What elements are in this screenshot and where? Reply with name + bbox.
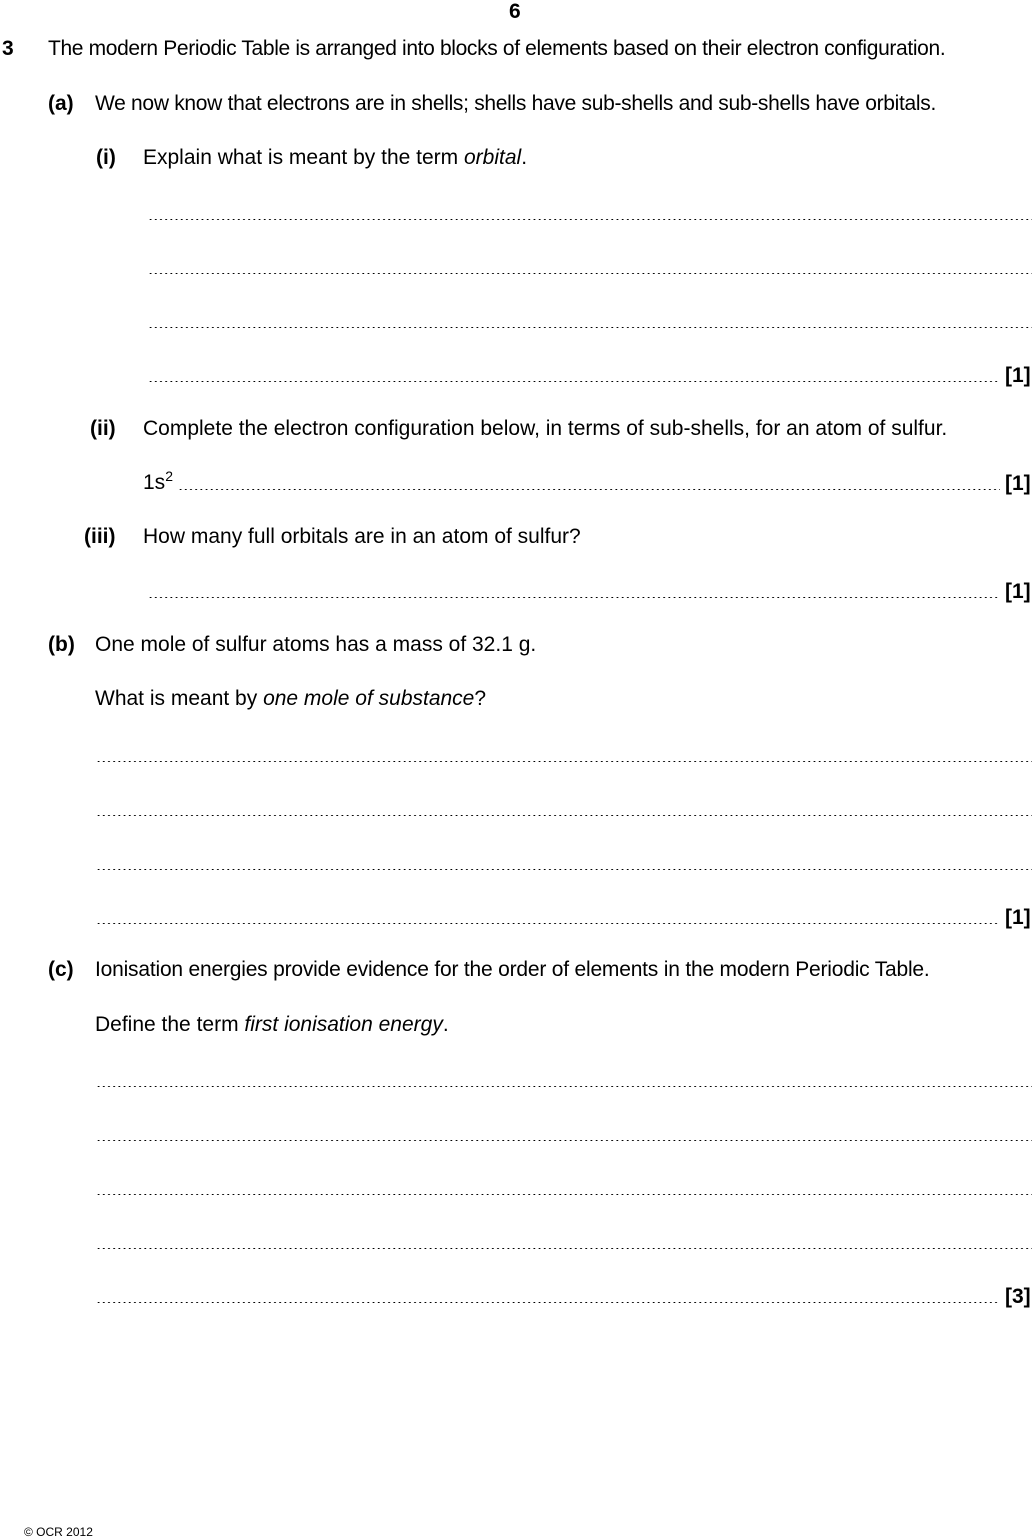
answer-line-a-i-1[interactable] (148, 208, 1032, 220)
answer-line-b-3[interactable] (96, 858, 1032, 870)
answer-line-a-i-3[interactable] (148, 316, 1032, 328)
part-a-i-term: orbital (463, 146, 522, 169)
part-b-label: (b) (48, 633, 75, 656)
part-b-question (95, 687, 486, 711)
part-a-i-text: Explain what is meant by the term (143, 146, 464, 169)
question-number: 3 (2, 37, 14, 60)
mark-b: [1] (1005, 906, 1031, 929)
answer-line-b-1[interactable] (96, 750, 1032, 762)
answer-line-a-i-4[interactable] (148, 370, 1000, 382)
mark-a-ii: [1] (1005, 472, 1031, 495)
part-b-punct: ? (474, 687, 487, 710)
part-a-i-question (143, 146, 527, 170)
part-a-iii-text: How many full orbitals are in an atom of sulfur? (143, 525, 581, 548)
question-stem: The modern Periodic Table is arranged into blocks of elements based on their electron configuration. (48, 37, 946, 60)
part-a-ii-label: (ii) (90, 417, 116, 440)
mark-a-i: [1] (1005, 364, 1031, 387)
part-c-punct: . (442, 1013, 449, 1036)
answer-line-c-5[interactable] (96, 1291, 1000, 1303)
part-c-question (95, 1013, 449, 1037)
mark-c: [3] (1005, 1285, 1031, 1308)
answer-line-b-4[interactable] (96, 912, 1000, 924)
mark-a-iii: [1] (1005, 580, 1031, 603)
answer-line-a-ii[interactable] (178, 478, 1000, 490)
answer-line-a-iii[interactable] (148, 586, 1000, 598)
part-c-label: (c) (48, 958, 74, 981)
answer-line-a-i-2[interactable] (148, 262, 1032, 274)
part-a-label: (a) (48, 92, 74, 115)
answer-line-b-2[interactable] (96, 804, 1032, 816)
answer-line-c-2[interactable] (96, 1129, 1032, 1141)
copyright-footer: © OCR 2012 (24, 1525, 93, 1539)
part-a-i-punct: . (521, 146, 528, 169)
part-a-ii-text: Complete the electron configuration below, in terms of sub-shells, for an atom of sulfur. (143, 417, 948, 440)
part-c-text: Ionisation energies provide evidence for the order of elements in the modern Periodic Table. (95, 958, 930, 981)
electron-config-prefix (143, 468, 173, 495)
answer-line-c-3[interactable] (96, 1183, 1032, 1195)
part-a-text: We now know that electrons are in shells; shells have sub-shells and sub-shells have orbitals. (95, 92, 937, 115)
config-base: 1s (143, 471, 166, 494)
page-number: 6 (509, 0, 521, 23)
part-a-iii-label: (iii) (84, 525, 116, 548)
part-c-q-text: Define the term (95, 1013, 245, 1036)
part-c-term: first ionisation energy (244, 1013, 443, 1036)
part-b-text: One mole of sulfur atoms has a mass of 32.1 g. (95, 633, 537, 656)
answer-line-c-4[interactable] (96, 1237, 1032, 1249)
config-superscript: 2 (165, 468, 173, 484)
part-a-i-label: (i) (96, 146, 116, 169)
part-b-term: one mole of substance (263, 687, 475, 710)
part-b-q-text: What is meant by (95, 687, 264, 710)
answer-line-c-1[interactable] (96, 1075, 1032, 1087)
